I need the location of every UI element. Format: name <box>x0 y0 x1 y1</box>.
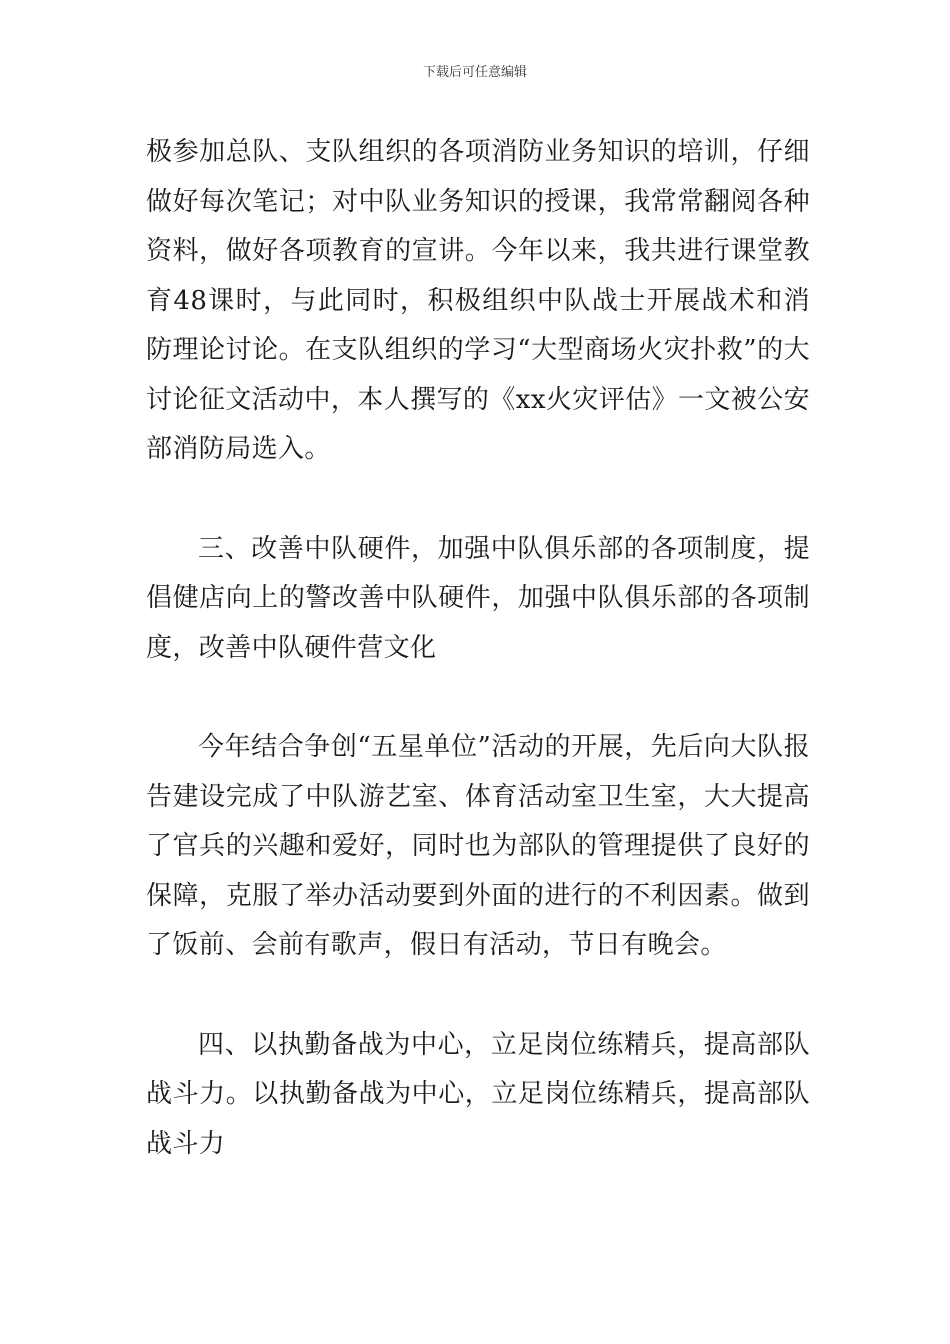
paragraph-five-star-activities: 今年结合争创“五星单位”活动的开展，先后向大队报告建设完成了中队游艺室、体育活动室卫生室，大大提高了官兵的兴趣和爱好，同时也为部队的管理提供了良好的保障，克服了举办活动要到外面的进行的不利因素。做到了饭前、会前有歌声，假日有活动，节日有晚会。 <box>146 732 810 960</box>
paragraph-section-three-heading: 三、改善中队硬件，加强中队俱乐部的各项制度，提倡健店向上的警改善中队硬件，加强中队俱乐部的各项制度，改善中队硬件营文化 <box>146 533 810 663</box>
paragraph-training-continuation: 极参加总队、支队组织的各项消防业务知识的培训，仔细做好每次笔记；对中队业务知识的授课，我常常翻阅各种资料，做好各项教育的宣讲。今年以来，我共进行课堂教育48课时，与此同时，积极组织中队战士开展战术和消防理论讨论。在支队组织的学习“大型商场火灾扑救”的大讨论征文活动中，本人撰写的《xx火灾评估》一文被公安部消防局选入。 <box>146 137 810 464</box>
page-header-note: 下载后可任意编辑 <box>422 65 527 80</box>
document-body <box>146 128 810 1169</box>
paragraph-section-four-heading: 四、以执勤备战为中心，立足岗位练精兵，提高部队战斗力。以执勤备战为中心，立足岗位练精兵，提高部队战斗力 <box>146 1029 810 1159</box>
